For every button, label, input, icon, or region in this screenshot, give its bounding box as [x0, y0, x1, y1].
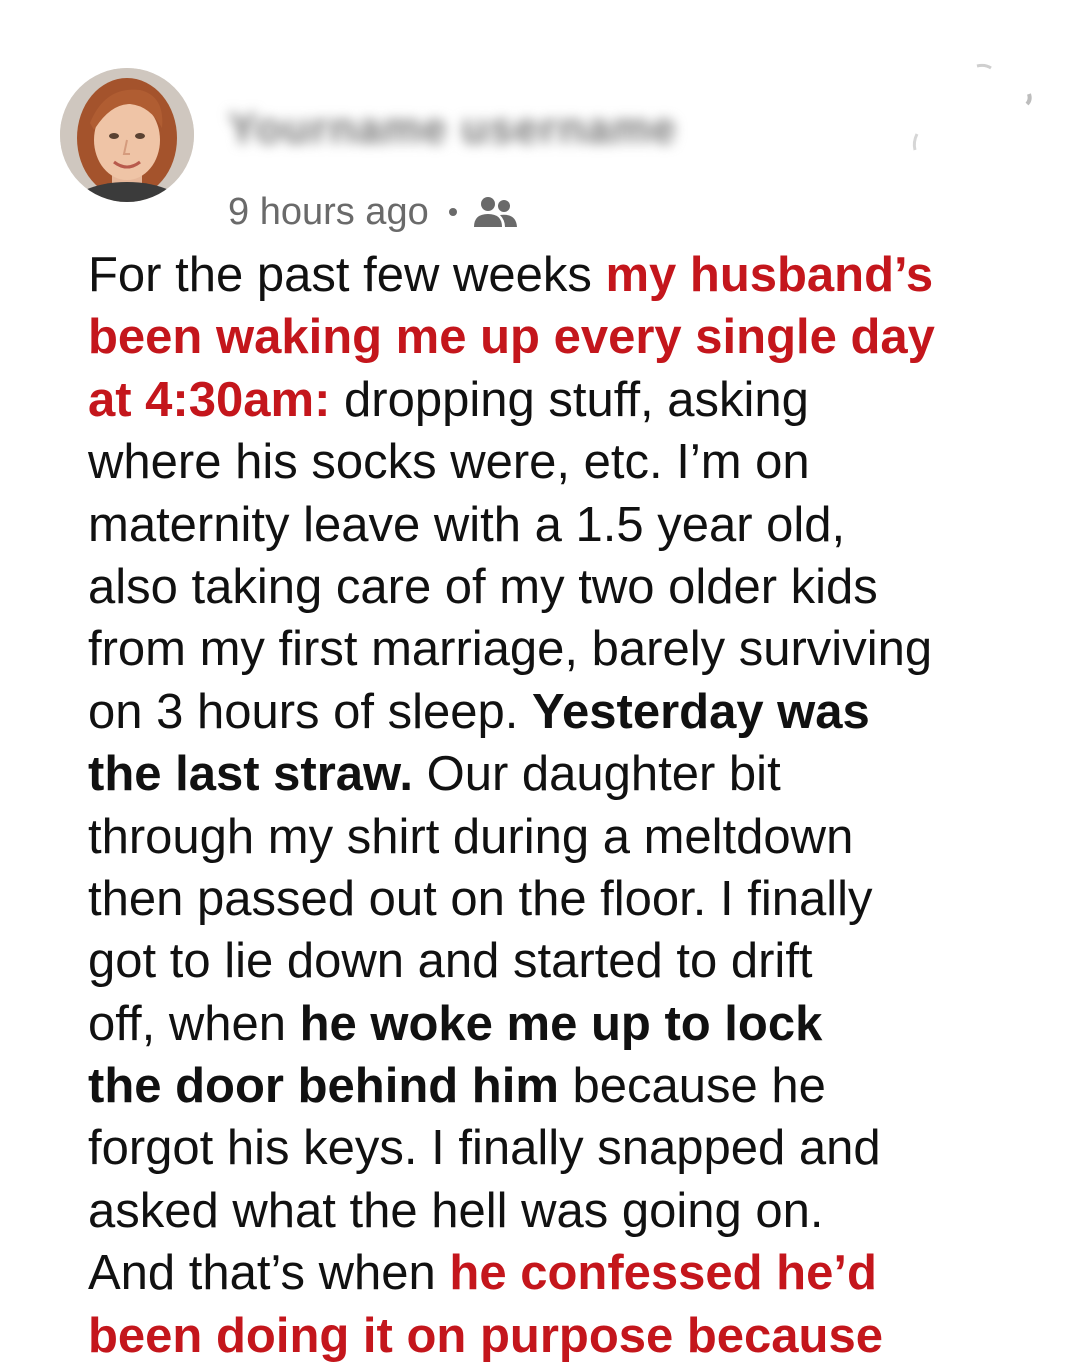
- post-body: [88, 244, 1048, 1367]
- more-options-icon[interactable]: [905, 60, 1045, 160]
- post-body-line: [88, 369, 1048, 431]
- post-body-line: [88, 1242, 1048, 1304]
- post-body-line: [88, 743, 1048, 805]
- avatar-photo: [60, 68, 194, 202]
- highlighted-text-segment: he woke me up to lock: [299, 996, 823, 1051]
- highlighted-text-segment: been doing it on purpose because: [88, 1308, 883, 1363]
- post-body-line: [88, 1055, 1048, 1117]
- post-body-line: [88, 868, 1048, 930]
- body-text-segment: Our daughter bit: [412, 747, 781, 802]
- post-body-line: [88, 930, 1048, 992]
- post-body-line: [88, 993, 1048, 1055]
- highlighted-text-segment: at 4:30am:: [88, 372, 331, 427]
- body-text-segment: maternity leave with a 1.5 year old,: [88, 497, 846, 552]
- timestamp[interactable]: 9 hours ago: [228, 190, 429, 233]
- post-body-line: [88, 681, 1048, 743]
- highlighted-text-segment: been waking me up every single day: [88, 310, 935, 365]
- separator-dot: [449, 208, 457, 216]
- post-meta: [228, 188, 519, 236]
- username[interactable]: Yourname username: [228, 104, 678, 153]
- post-body-line: [88, 306, 1048, 368]
- post-body-line: [88, 806, 1048, 868]
- friends-icon[interactable]: [471, 195, 519, 229]
- post-body-line: [88, 556, 1048, 618]
- body-text-segment: off, when: [88, 996, 300, 1051]
- highlighted-text-segment: he confessed he’d: [449, 1246, 877, 1301]
- post-body-line: [88, 431, 1048, 493]
- post-body-line: [88, 1305, 1048, 1367]
- body-text-segment: got to lie down and started to drift: [88, 934, 813, 989]
- post-body-line: [88, 494, 1048, 556]
- post-body-line: [88, 244, 1048, 306]
- avatar[interactable]: [60, 68, 194, 202]
- body-text-segment: where his socks were, etc. I’m on: [88, 435, 810, 490]
- body-text-segment: from my first marriage, barely surviving: [88, 622, 933, 677]
- body-text-segment: also taking care of my two older kids: [88, 559, 878, 614]
- body-text-segment: And that’s when: [88, 1246, 450, 1301]
- post-body-line: [88, 1180, 1048, 1242]
- post-body-line: [88, 1117, 1048, 1179]
- body-text-segment: For the past few weeks: [88, 248, 606, 302]
- highlighted-text-segment: Yesterday was: [532, 684, 870, 739]
- body-text-segment: through my shirt during a meltdown: [88, 809, 854, 864]
- body-text-segment: because he: [558, 1059, 826, 1114]
- highlighted-text-segment: the last straw.: [88, 747, 413, 802]
- highlighted-text-segment: my husband’s: [605, 248, 934, 302]
- post-body-line: [88, 618, 1048, 680]
- body-text-segment: on 3 hours of sleep.: [88, 684, 533, 739]
- body-text-segment: then passed out on the floor. I finally: [88, 871, 873, 926]
- body-text-segment: dropping stuff, asking: [330, 372, 809, 427]
- highlighted-text-segment: the door behind him: [88, 1059, 559, 1114]
- body-text-segment: forgot his keys. I finally snapped and: [88, 1121, 881, 1176]
- body-text-segment: asked what the hell was going on.: [88, 1183, 824, 1238]
